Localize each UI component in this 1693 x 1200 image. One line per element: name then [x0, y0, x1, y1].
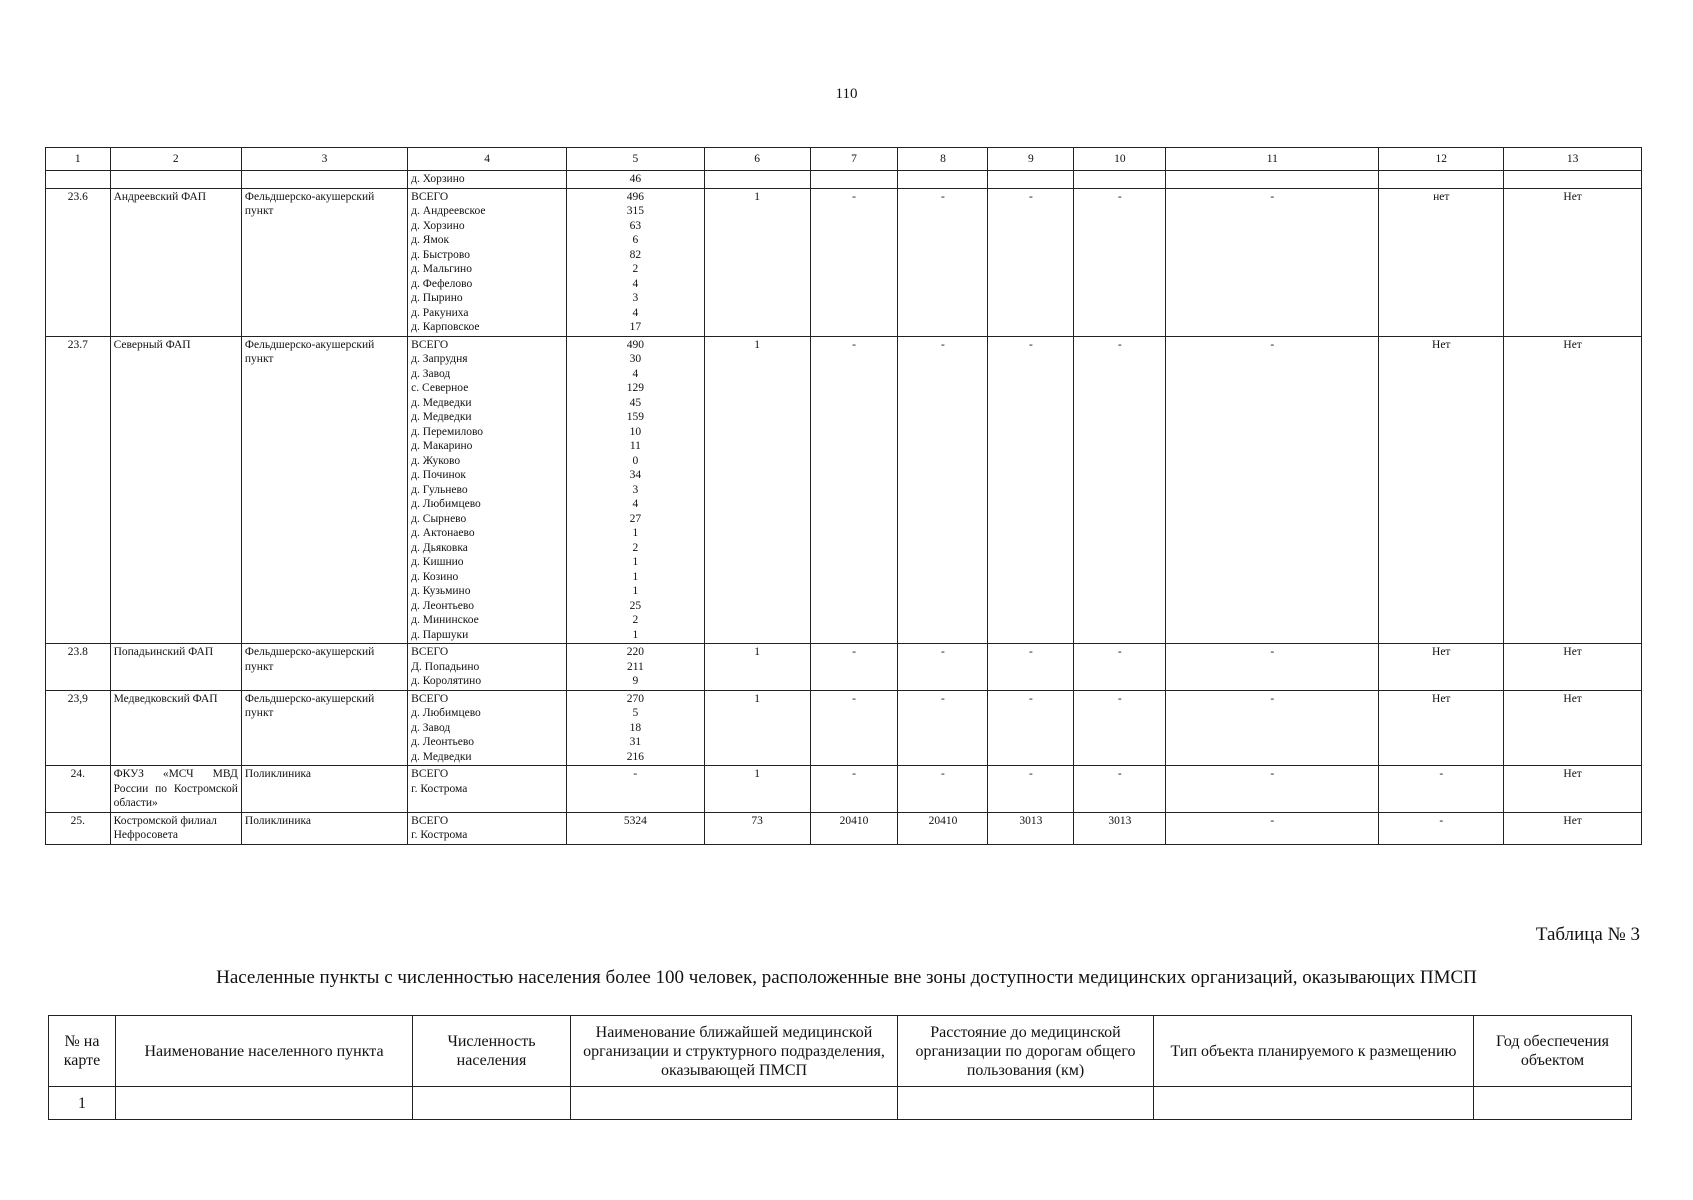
population-value: 10 [629, 425, 642, 438]
settlement-name: д. Карповское [411, 321, 480, 333]
value-cell-c7: - [810, 188, 898, 336]
row-number-cell: 23.7 [46, 336, 111, 644]
value-cell-c11: - [1166, 188, 1379, 336]
settlement-name: ВСЕГО [411, 692, 449, 705]
facility-type-cell: Поликлиника [241, 766, 407, 813]
settlement-name: д. Жуково [411, 454, 461, 467]
population-value: 1 [632, 628, 639, 641]
settlements-table [48, 1015, 1632, 1120]
settlement-name: д. Королятино [411, 675, 482, 687]
row-number-cell: 23.6 [46, 188, 111, 336]
population-cell [567, 171, 705, 189]
value-cell-c9: 3013 [988, 812, 1074, 844]
settlement-name: ВСЕГО [411, 338, 449, 351]
value-cell-c9: - [988, 766, 1074, 813]
settlement-name: г. Кострома [411, 782, 468, 795]
column-number: 4 [408, 148, 567, 171]
value-cell-c11: - [1166, 766, 1379, 813]
settlement-name: д. Сырнево [411, 512, 467, 525]
main-table-body [46, 171, 1642, 845]
header-cell: Численность населения [413, 1016, 571, 1087]
settlement-name: д. Завод [411, 721, 451, 734]
table-row [46, 644, 1642, 691]
population-value: 46 [629, 173, 642, 185]
settlement-name: д. Хорзино [411, 173, 465, 185]
value-cell-c9: - [988, 690, 1074, 766]
value-cell-c13: Нет [1504, 644, 1642, 691]
header-cell: Наименование ближайшей медицинской организации и структурного подразделения, оказывающей ПМСП [571, 1016, 898, 1087]
value-cell-c11: - [1166, 336, 1379, 644]
population-value: 34 [629, 469, 642, 481]
value-cell-c6: 1 [704, 766, 810, 813]
value-cell-c6: 1 [704, 690, 810, 766]
value-cell-c11: - [1166, 690, 1379, 766]
column-number: 2 [110, 148, 241, 171]
value-cell-c9: - [988, 644, 1074, 691]
value-cell-c10: - [1074, 336, 1166, 644]
value-cell-c12: Нет [1379, 336, 1504, 644]
value-cell-c13: Нет [1504, 812, 1642, 844]
population-value: 3 [632, 292, 639, 304]
settlement-name: ВСЕГО [411, 190, 449, 203]
settlement-name: д. Кишнио [411, 556, 464, 568]
facility-name-cell: ФКУЗ «МСЧ МВД России по Костромской области» [110, 766, 241, 813]
facility-type-cell: Поликлиника [241, 812, 407, 844]
value-cell-c8: - [898, 766, 988, 813]
population-cell [567, 766, 705, 813]
value-cell-c9: - [988, 336, 1074, 644]
value-cell-c13: Нет [1504, 690, 1642, 766]
facility-name-cell [110, 171, 241, 189]
value-cell-c13 [1504, 171, 1642, 189]
settlement-name: д. Дьяковка [411, 541, 468, 554]
settlement-name: д. Козино [411, 570, 459, 583]
row-number-cell: 25. [46, 812, 111, 844]
page-number: 110 [835, 86, 858, 102]
value-cell-c7: 20410 [810, 812, 898, 844]
settlement-name: д. Леонтьево [411, 736, 474, 748]
value-cell-c9: - [988, 188, 1074, 336]
settlement-name: д. Мальгино [411, 263, 472, 275]
population-value: 25 [629, 599, 642, 612]
settlement-name: д. Быстрово [411, 248, 470, 261]
settlement-name: д. Мининское [411, 614, 479, 626]
population-value: 4 [632, 277, 639, 290]
table-title: Населенные пункты с численностью населения более 100 человек, расположенные вне зоны доступности медицинских организаций, оказывающих ПМСП [216, 967, 1477, 988]
table-cell [571, 1087, 898, 1120]
value-cell-c8 [898, 171, 988, 189]
population-value: 0 [632, 454, 639, 467]
population-value: 5324 [623, 814, 647, 827]
value-cell-c8: 20410 [898, 812, 988, 844]
population-value: 490 [626, 338, 644, 351]
settlements-cell [408, 812, 567, 844]
header-cell: Наименование населенного пункта [116, 1016, 413, 1087]
population-value: 2 [632, 263, 639, 275]
column-number: 8 [898, 148, 988, 171]
settlement-name: д. Любимцево [411, 707, 481, 719]
settlement-name: д. Андреевское [411, 205, 486, 217]
population-value: - [633, 768, 638, 780]
facility-type-cell: Фельдшерско-акушерский пункт [241, 188, 407, 336]
value-cell-c10: - [1074, 690, 1166, 766]
settlement-name: д. Медведки [411, 411, 472, 423]
value-cell-c12: - [1379, 812, 1504, 844]
settlement-name: д. Паршуки [411, 628, 469, 641]
settlement-name: с. Северное [411, 382, 469, 394]
settlements-cell [408, 336, 567, 644]
value-cell-c11 [1166, 171, 1379, 189]
header-cell: Год обеспечения объектом [1474, 1016, 1632, 1087]
settlement-name: д. Ракуниха [411, 306, 469, 319]
column-number: 3 [241, 148, 407, 171]
table-cell [116, 1087, 413, 1120]
column-number: 13 [1504, 148, 1642, 171]
settlement-name: д. Медведки [411, 396, 472, 409]
value-cell-c7: - [810, 336, 898, 644]
settlement-name: д. Гульнево [411, 483, 468, 496]
value-cell-c10: - [1074, 644, 1166, 691]
population-value: 1 [632, 570, 639, 583]
population-value: 1 [632, 556, 639, 568]
population-value: 27 [629, 512, 642, 525]
table-cell [413, 1087, 571, 1120]
header-cell: Расстояние до медицинской организации по дорогам общего пользования (км) [898, 1016, 1154, 1087]
value-cell-c6: 1 [704, 644, 810, 691]
value-cell-c10: - [1074, 766, 1166, 813]
settlement-name: г. Кострома [411, 829, 468, 841]
settlement-name: д. Хорзино [411, 219, 465, 232]
population-value: 5 [632, 707, 639, 719]
population-value: 159 [626, 411, 644, 423]
population-value: 496 [626, 190, 644, 203]
settlement-name: д. Ямок [411, 234, 450, 246]
population-value: 6 [632, 234, 639, 246]
settlement-name: д. Перемилово [411, 425, 484, 438]
value-cell-c8: - [898, 690, 988, 766]
row-number-cell: 24. [46, 766, 111, 813]
value-cell-c8: - [898, 644, 988, 691]
settlement-name: д. Запрудня [411, 353, 468, 365]
value-cell-c8: - [898, 336, 988, 644]
value-cell-c6: 1 [704, 188, 810, 336]
settlement-name: д. Макарино [411, 440, 473, 452]
settlements-cell [408, 690, 567, 766]
population-cell [567, 336, 705, 644]
value-cell-c7: - [810, 690, 898, 766]
value-cell-c12: Нет [1379, 644, 1504, 691]
population-value: 3 [632, 483, 639, 496]
population-value: 4 [632, 367, 639, 380]
settlement-name: д. Кузьмино [411, 585, 471, 597]
settlements-cell [408, 188, 567, 336]
facility-type-cell: Фельдшерско-акушерский пункт [241, 690, 407, 766]
value-cell-c8: - [898, 188, 988, 336]
population-value: 129 [626, 382, 644, 394]
row-number-cell: 23,9 [46, 690, 111, 766]
value-cell-c12: Нет [1379, 690, 1504, 766]
value-cell-c7: - [810, 766, 898, 813]
population-value: 18 [629, 721, 642, 734]
settlements-cell [408, 171, 567, 189]
population-value: 63 [629, 219, 642, 232]
population-value: 82 [629, 248, 642, 261]
population-value: 270 [626, 692, 644, 705]
settlement-name: д. Любимцево [411, 498, 481, 510]
population-value: 17 [629, 321, 642, 333]
settlement-name: д. Актонаево [411, 527, 475, 539]
value-cell-c13: Нет [1504, 336, 1642, 644]
value-cell-c6: 73 [704, 812, 810, 844]
value-cell-c10 [1074, 171, 1166, 189]
column-number: 5 [567, 148, 705, 171]
table-row [46, 812, 1642, 844]
settlement-name: Д. Попадьино [411, 660, 480, 673]
table3-header-row [49, 1016, 1632, 1087]
table-label: Таблица № 3 [1535, 924, 1640, 945]
value-cell-c11: - [1166, 812, 1379, 844]
value-cell-c9 [988, 171, 1074, 189]
column-number: 11 [1166, 148, 1379, 171]
column-number: 12 [1379, 148, 1504, 171]
population-cell [567, 690, 705, 766]
population-value: 9 [632, 675, 639, 687]
settlement-name: д. Пырино [411, 292, 463, 304]
table-row [46, 336, 1642, 644]
value-cell-c7 [810, 171, 898, 189]
population-cell [567, 812, 705, 844]
population-value: 1 [632, 527, 639, 539]
population-value: 31 [629, 736, 642, 748]
value-cell-c6: 1 [704, 336, 810, 644]
table-row [46, 188, 1642, 336]
settlement-name: д. Фефелово [411, 277, 473, 290]
settlement-name: д. Леонтьево [411, 599, 474, 612]
settlement-name: ВСЕГО [411, 768, 449, 780]
table-cell [1154, 1087, 1474, 1120]
header-cell: № на карте [49, 1016, 116, 1087]
settlements-cell [408, 766, 567, 813]
value-cell-c10: 3013 [1074, 812, 1166, 844]
value-cell-c11: - [1166, 644, 1379, 691]
column-number: 6 [704, 148, 810, 171]
row-number-cell [46, 171, 111, 189]
column-number: 9 [988, 148, 1074, 171]
table-cell [1474, 1087, 1632, 1120]
population-value: 211 [626, 660, 644, 673]
population-value: 11 [629, 440, 641, 452]
population-cell [567, 644, 705, 691]
value-cell-c13: Нет [1504, 188, 1642, 336]
facility-type-cell: Фельдшерско-акушерский пункт [241, 644, 407, 691]
value-cell-c12: нет [1379, 188, 1504, 336]
value-cell-c10: - [1074, 188, 1166, 336]
column-number: 10 [1074, 148, 1166, 171]
facility-name-cell: Медведковский ФАП [110, 690, 241, 766]
table-row [46, 171, 1642, 189]
population-value: 216 [626, 750, 644, 763]
settlement-name: д. Медведки [411, 750, 472, 763]
value-cell-c7: - [810, 644, 898, 691]
table-row [49, 1087, 1632, 1120]
medical-facilities-table [45, 147, 1642, 845]
facility-name-cell: Северный ФАП [110, 336, 241, 644]
facility-name-cell: Попадьинский ФАП [110, 644, 241, 691]
header-cell: Тип объекта планируемого к размещению [1154, 1016, 1474, 1087]
column-number: 7 [810, 148, 898, 171]
population-value: 315 [626, 205, 644, 217]
population-cell [567, 188, 705, 336]
population-value: 4 [632, 498, 639, 510]
population-value: 1 [632, 585, 639, 597]
facility-type-cell [241, 171, 407, 189]
table-cell [898, 1087, 1154, 1120]
population-value: 220 [626, 646, 644, 658]
population-value: 2 [632, 541, 639, 554]
table-row [46, 766, 1642, 813]
value-cell-c12 [1379, 171, 1504, 189]
column-number: 1 [46, 148, 111, 171]
facility-type-cell: Фельдшерско-акушерский пункт [241, 336, 407, 644]
population-value: 2 [632, 614, 639, 626]
settlement-name: д. Завод [411, 367, 451, 380]
facility-name-cell: Костромской филиал Нефросовета [110, 812, 241, 844]
value-cell-c6 [704, 171, 810, 189]
settlements-cell [408, 644, 567, 691]
table-row [46, 690, 1642, 766]
row-number-cell: 23.8 [46, 644, 111, 691]
column-number-row [46, 148, 1642, 171]
population-value: 4 [632, 306, 639, 319]
value-cell-c13: Нет [1504, 766, 1642, 813]
settlement-name: ВСЕГО [411, 814, 449, 827]
facility-name-cell: Андреевский ФАП [110, 188, 241, 336]
value-cell-c12: - [1379, 766, 1504, 813]
population-value: 30 [629, 353, 642, 365]
population-value: 45 [629, 396, 642, 409]
settlement-name: д. Починок [411, 469, 466, 481]
settlement-name: ВСЕГО [411, 646, 449, 658]
table-cell: 1 [49, 1087, 116, 1120]
